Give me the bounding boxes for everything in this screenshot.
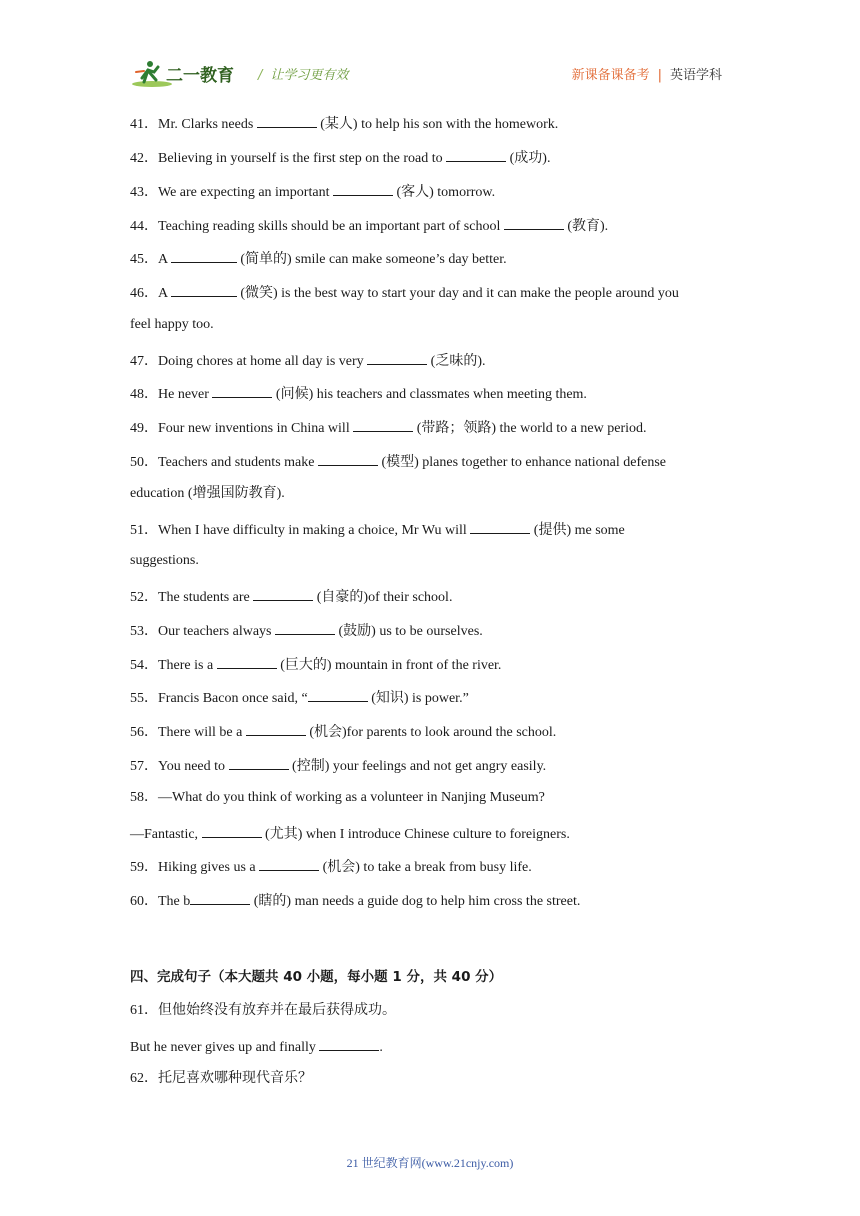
question-53: 53．Our teachers always (鼓励) us to be ourselves. [130, 620, 483, 641]
svg-text:二一教育: 二一教育 [166, 66, 234, 86]
question-51-cont: suggestions. [130, 553, 199, 568]
question-44: 44．Teaching reading skills should be an important part of school (教育). [130, 215, 608, 236]
question-52: 52．The students are (自豪的)of their school. [130, 586, 452, 607]
question-50: 50．Teachers and students make (模型) planes together to enhance national defense [130, 451, 666, 472]
question-58-answer: —Fantastic, (尤其) when I introduce Chinese culture to foreigners. [130, 823, 570, 844]
question-58: 58．—What do you think of working as a volunteer in Nanjing Museum? [130, 790, 545, 805]
question-41: 41．Mr. Clarks needs (某人) to help his son with the homework. [130, 113, 558, 134]
question-46: 46．A (微笑) is the best way to start your day and it can make the people around you [130, 282, 679, 303]
question-46-cont: feel happy too. [130, 317, 214, 332]
header-subject-name: 英语学科 [669, 68, 722, 83]
question-54: 54．There is a (巨大的) mountain in front of the river. [130, 654, 501, 675]
question-42: 42．Believing in yourself is the first step on the road to (成功). [130, 147, 550, 168]
question-49: 49．Four new inventions in China will (带路；领路) the world to a new period. [130, 417, 647, 438]
question-57: 57．You need to (控制) your feelings and not get angry easily. [130, 755, 546, 776]
question-61-english: But he never gives up and finally . [130, 1036, 383, 1057]
question-50-cont: education (增强国防教育). [130, 486, 285, 501]
question-59: 59．Hiking gives us a (机会) to take a break from busy life. [130, 856, 532, 877]
question-48: 48．He never (问候) his teachers and classmates when meeting them. [130, 383, 587, 404]
page-header [130, 54, 730, 94]
page-footer: 21 世纪教育网(www.21cnjy.com) [346, 1156, 514, 1170]
question-55: 55．Francis Bacon once said, “ (知识) is power.” [130, 687, 469, 708]
logo-icon [130, 58, 240, 90]
question-45: 45．A (简单的) smile can make someone’s day better. [130, 248, 507, 269]
question-56: 56．There will be a (机会)for parents to look around the school. [130, 721, 556, 742]
header-slogan: / 让学习更有效 [258, 68, 349, 83]
question-43: 43．We are expecting an important (客人) tomorrow. [130, 181, 495, 202]
question-62: 62．托尼喜欢哪种现代音乐？ [130, 1071, 312, 1086]
question-61: 61．但他始终没有放弃并在最后获得成功。 [130, 1003, 396, 1018]
question-60: 60．The b (瞎的) man needs a guide dog to help him cross the street. [130, 890, 580, 911]
header-subject: 新课备课备考 | 英语学科 [571, 68, 722, 83]
header-course: 新课备课备考 [571, 68, 650, 83]
question-51: 51．When I have difficulty in making a choice, Mr Wu will (提供) me some [130, 519, 625, 540]
question-47: 47．Doing chores at home all day is very (乏味的). [130, 350, 486, 371]
section-four-title: 四、完成句子（本大题共 40 小题，每小题 1 分，共 40 分） [130, 969, 503, 985]
